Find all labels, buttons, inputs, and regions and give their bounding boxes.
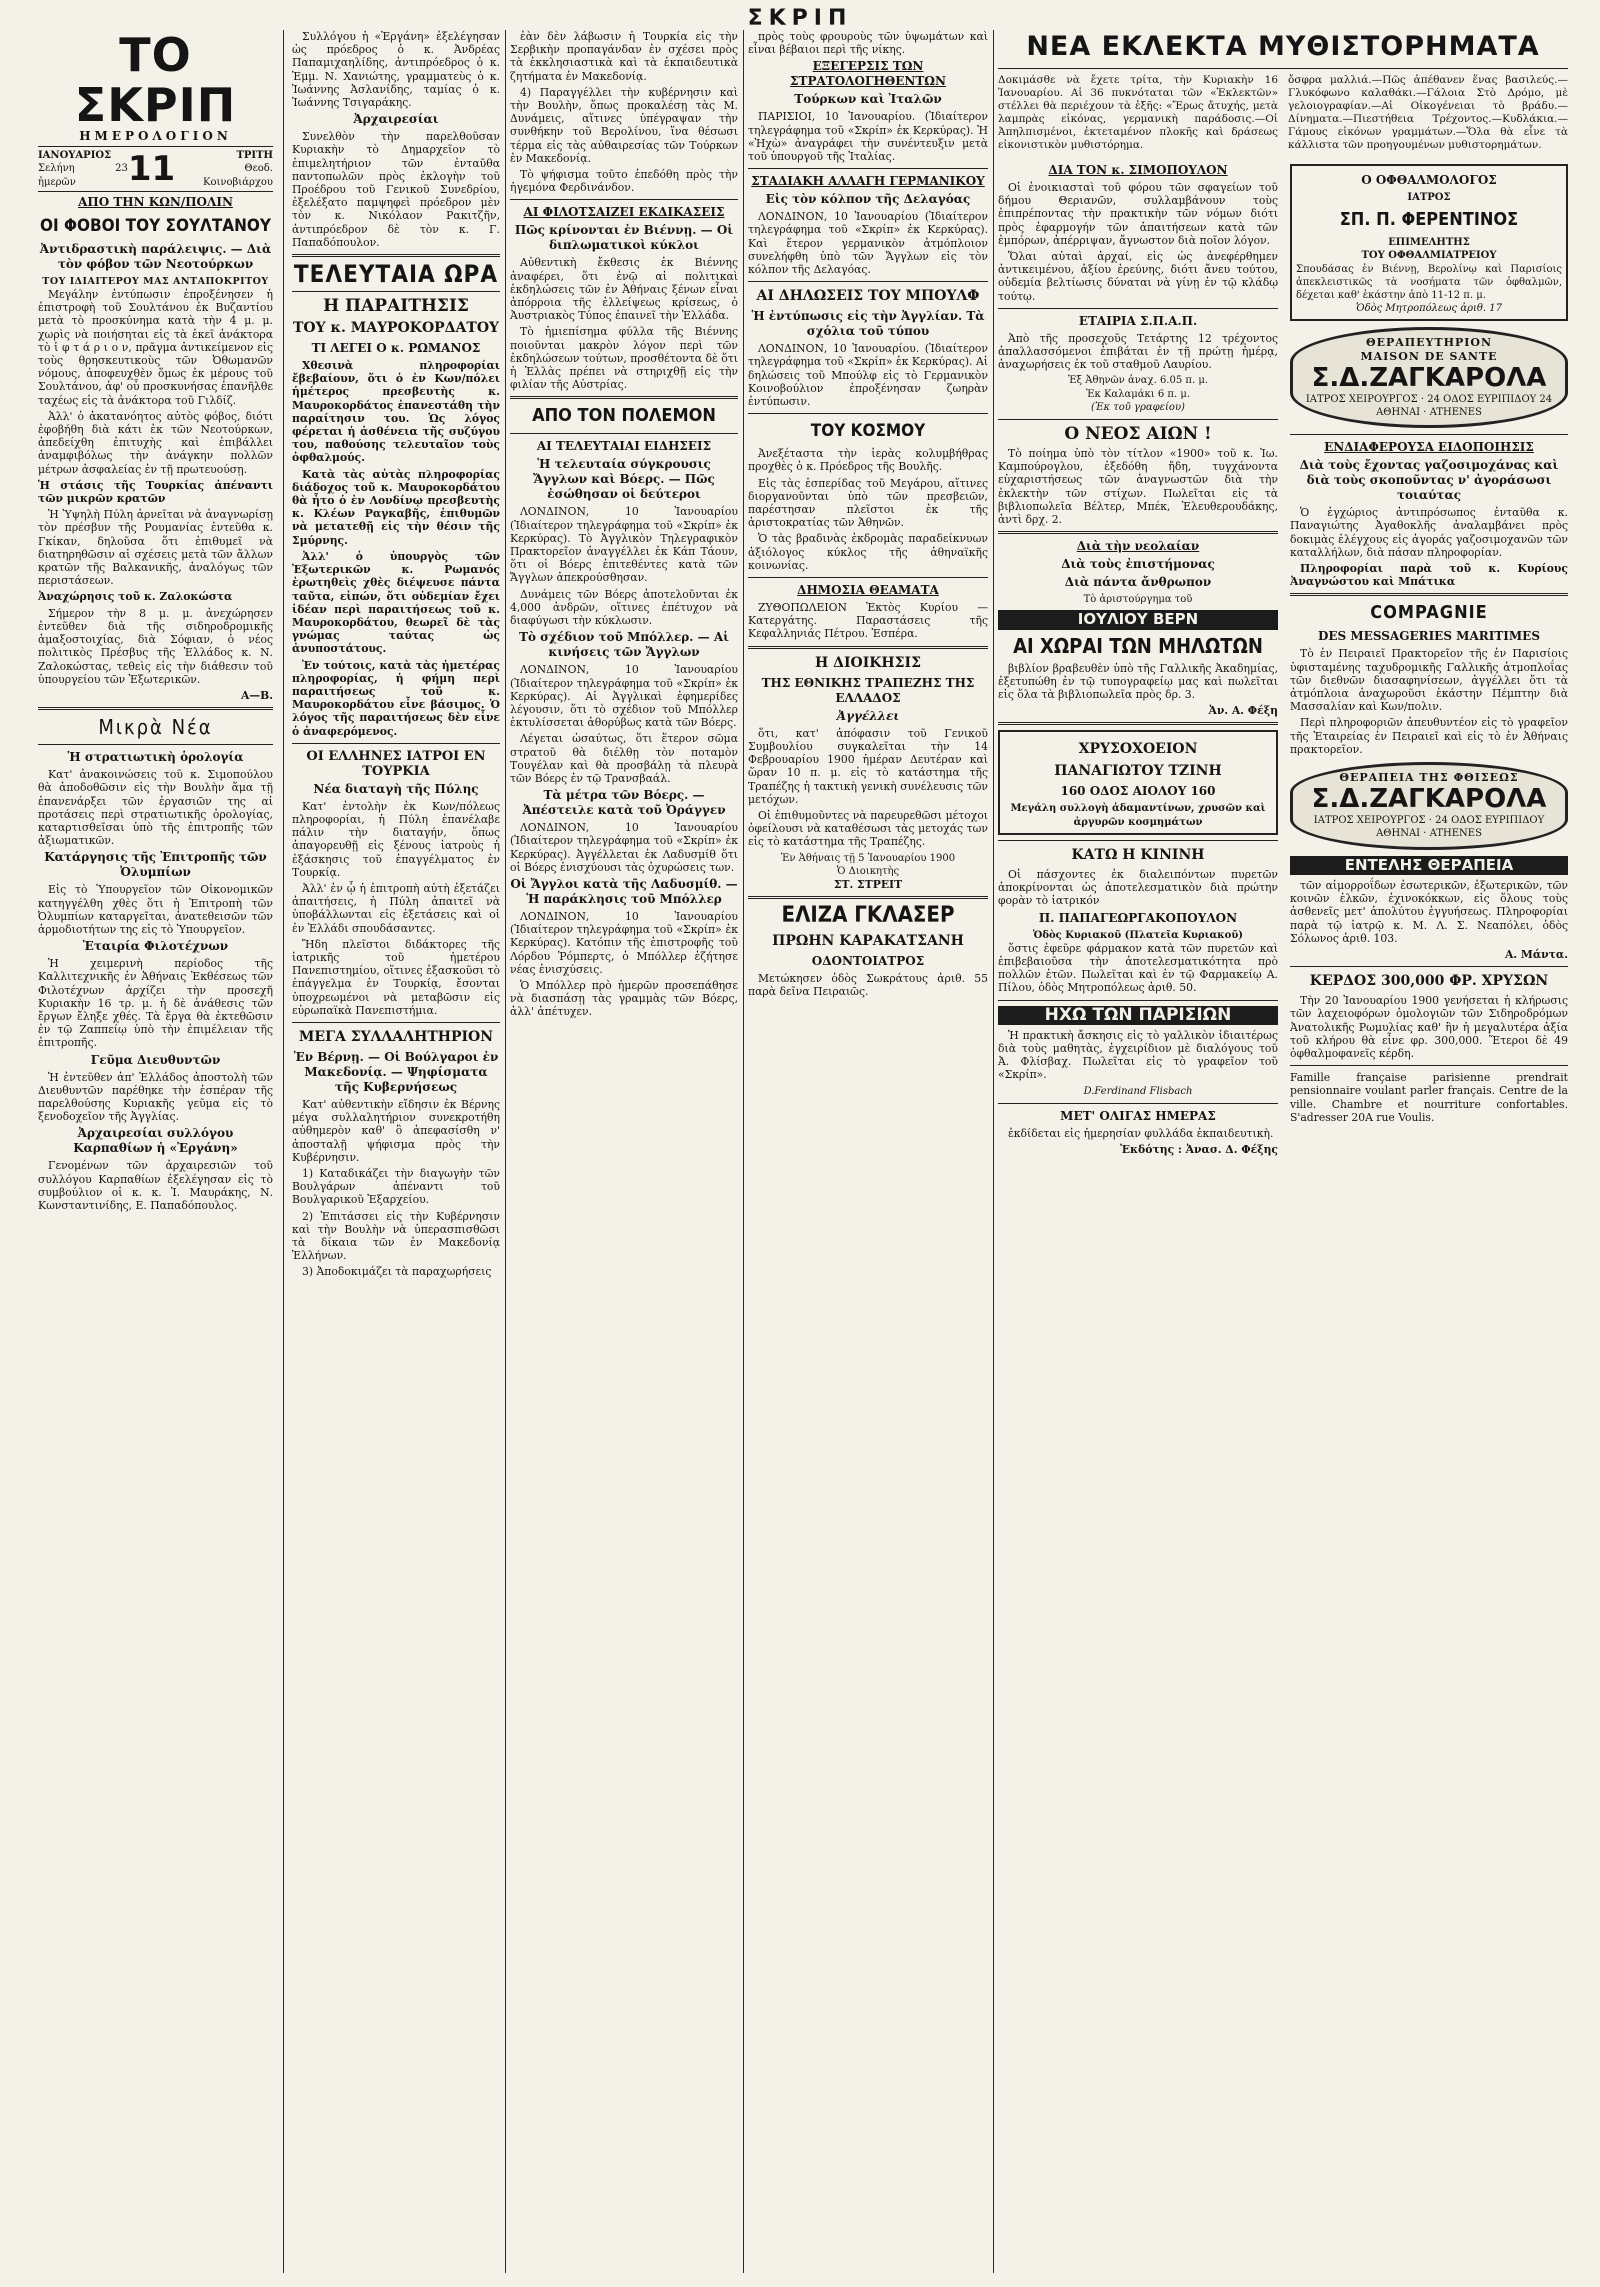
paragraph: Κατ' ἀνακοινώσεις τοῦ κ. Σιμοπούλου θὰ ἀποδοθῶσιν εἰς τὴν Βουλὴν ἅμα τῇ ἐπανενάρξει τῶν ἐργασιῶν της αἱ προτάσεις περὶ στρατιωτικῆς ὁρολογίας, καταρτισθεῖσαι ὑπὸ τῆς ἐπιτροπῆς τῶν ἀξιωματικῶν. bbox=[38, 768, 273, 848]
article-headline: ΔΗΜΟΣΙΑ ΘΕΑΜΑΤΑ bbox=[797, 583, 939, 598]
bank-subtitle: Ἀγγέλλει bbox=[836, 708, 900, 723]
signature: (Ἐκ τοῦ γραφείου) bbox=[1091, 401, 1185, 413]
ads-subcolumn-right bbox=[1290, 160, 1568, 2273]
ad-subtitle: ΠΡΩΗΝ ΚΑΡΑΚΑΤΣΑΝΗ bbox=[772, 933, 964, 950]
signature: Ἀν. Α. Φέξη bbox=[1208, 704, 1278, 718]
paragraph: Ἐν τούτοις, κατὰ τὰς ἡμετέρας πληροφορίας, ἡ φήμη περὶ παραιτήσεως τοῦ κ. Μαυροκορδάτου εἶνε βάσιμος. Ὁ λόγος τῆς παραιτήσεως δὲν εἶνε ὁ ἀναφερόμενος. bbox=[292, 658, 500, 738]
ad-title: ΚΕΡΔΟΣ 300,000 ΦΡ. ΧΡΥΣΩΝ bbox=[1309, 973, 1549, 990]
paragraph: Ἀλλ' ὁ ὑπουργὸς τῶν Ἐξωτερικῶν κ. Ρωμανός ἐρωτηθεὶς χθὲς διέψευσε πάντα ταῦτα, εἰπών, ὅτι οὐδεμίαν ἔχει ἰδέαν περὶ παραιτήσεως τοῦ κ. Μαυροκορδάτου, θεωρεῖ δὲ τὰς γνώμας ταύτας ὡς ἀνυποστάτους. bbox=[292, 549, 500, 656]
article-headline: ΣΤΑΔΙΑΚΗ ΑΛΛΑΓΗ ΓΕΡΜΑΝΙΚΟΥ bbox=[751, 174, 985, 189]
ad-title: ΧΡΥΣΟΧΟΕΙΟΝ bbox=[1078, 741, 1198, 758]
column-3 bbox=[510, 30, 738, 2273]
paragraph: Ὁ τὰς βραδινὰς ἐκδρομὰς παραδείκνυων ἀξιόλογος κύκλος τῆς ἀθηναϊκῆς κοινωνίας. bbox=[748, 532, 988, 572]
paragraph: Τὸ ποίημα ὑπὸ τὸν τίτλον «1900» τοῦ κ. Ἰω. Καμπούρογλου, ἐξεδόθη ἤδη, τυγχάνοντα εὐχαριστήσεως τῶν ἀναγνωστῶν διὰ τὴν ἐκλεκτὴν τῶν στίχων. Πωλεῖται εἰς τὰ βιβλιοπωλεῖα Βέλτερ, Μπέκ, Ἐλευθερουδάκης, ἀντὶ δρχ. 2. bbox=[998, 447, 1278, 527]
paragraph: ΛΟΝΔΙΝΟΝ, 10 Ἰανουαρίου (Ἰδιαίτερον τηλεγράφημα τοῦ «Σκρίπ» ἐκ Κερκύρας). Καὶ ἕτερον γερμανικὸν ἀτμόπλοιον συνελήφθη ὑπὸ τῶν Ἄγγλων εἰς τὸν κόλπον τῆς Δελαγόας. bbox=[748, 210, 988, 277]
paragraph: Οἱ ἐπιθυμοῦντες νὰ παρευρεθῶσι μέτοχοι ὀφείλουσι νὰ καταθέσωσι τὰς μετοχάς των εἰς τὸ κατάστημα τῆς Τραπέζης. bbox=[748, 808, 988, 849]
article-headline: ΑΙ ΔΗΛΩΣΕΙΣ ΤΟΥ ΜΠΟΥΛΦ bbox=[756, 288, 980, 305]
last-hour-heading: ΤΕΛΕΥΤΑΙΑ ΩΡΑ bbox=[293, 260, 499, 289]
ad-subtitle: Διὰ τοὺς ἔχοντας γαζοσιμοχάνας καὶ διὰ τοὺς σκοποῦντας ν' ἀγοράσωσι τοιαύτας bbox=[1299, 458, 1559, 503]
emblem-top: ΘΕΡΑΠΕΥΤΗΡΙΟΝ bbox=[1365, 336, 1493, 350]
paragraph: Ἡ Ὑψηλὴ Πύλη ἀρνεῖται νὰ ἀναγνωρίσῃ τὸν πρέσβυν τῆς Ρουμανίας ἐντεῦθα κ. Γκίκαν, δηλοῦσα ὅτι ἐπιθυμεῖ νὰ διατηρηθῶσιν αἱ σχέσεις μετὰ τῶν ἄλλων κρατῶν τῆς Βαλκανικῆς, ἀναλόγως τῶν περιστάσεων. bbox=[38, 508, 273, 588]
paragraph: ὄσφρα μαλλιά.—Πῶς ἀπέθανεν ἕνας βασιλεύς.—Γλυκόφωνο καλαθάκι.—Γάλοια Στὸ Δρόμο, μὲ γελοιογραφίαν.—Αἱ Οἰκογένειαι τὸ βράδυ.—Δίνηματα.—Πιεστήθεια Τρέχοντος.—Κυδλάκια.—Γάμους εἰκόνων γραμμάτων.—Ὅλα θὰ εἶνε τὰ κάλλιστα τῶν προηγουμένων μυθιστορημάτων. bbox=[1288, 74, 1568, 151]
bank-sign-name: ΣΤ. ΣΤΡΕΙΤ bbox=[833, 877, 903, 891]
article-subhead: Οἱ Ἄγγλοι κατὰ τῆς Λαδυσμίθ. — Ἡ παράκλησις τοῦ Μπόλλερ bbox=[510, 876, 738, 906]
date-weekday: ΤΡΙΤΗ bbox=[236, 150, 273, 162]
paragraph: ΛΟΝΔΙΝΟΝ, 10 Ἰανουαρίου (Ἰδιαίτερον τηλεγράφημα τοῦ «Σκρίπ» ἐκ Κερκύρας). Αἱ Ἀγγλικαὶ ἐφημερίδες λέγουσιν, ὅτι τὸ σχέδιον τοῦ Μπόλλερ ἐκτυλίσσεται ἀθορύβως κατὰ τῶν Βόερς. bbox=[510, 663, 738, 730]
emblem-top: ΘΕΡΑΠΕΙΑ ΤΗΣ ΦΘΙΣΕΩΣ bbox=[1339, 771, 1519, 785]
article-headline: ΟΙ ΦΟΒΟΙ ΤΟΥ ΣΟΥΛΤΑΝΟΥ bbox=[40, 215, 271, 236]
newspaper-sublogo: ΗΜΕΡΟΛΟΓΙΟΝ bbox=[79, 129, 232, 143]
column-2 bbox=[292, 30, 500, 2273]
emblem-sub: ΙΑΤΡΟΣ ΧΕΙΡΟΥΡΓΟΣ · 24 ΟΔΟΣ ΕΥΡΙΠΙΔΟΥ bbox=[1313, 815, 1545, 827]
clinic-emblem bbox=[1290, 327, 1568, 428]
ad-subtitle: Διὰ τοὺς ἐπιστήμονας bbox=[1061, 557, 1215, 572]
paragraph: Δυνάμεις τῶν Βόερς ἀποτελοῦνται ἐκ 4,000 ἀνδρῶν, οἵτινες ἐπέτυχον νὰ διαφύγωσι τὴν κύκλωσιν. bbox=[510, 587, 738, 628]
ad-title: ΕΛΙΖΑ ΓΚΛΑΣΕΡ bbox=[781, 903, 955, 929]
ad-subtitle: ΕΠΙΜΕΛΗΤΗΣ bbox=[1388, 237, 1470, 249]
ads-headline: ΝΕΑ ΕΚΛΕΚΤΑ ΜΥΘΙΣΤΟΡΗΜΑΤΑ bbox=[998, 30, 1568, 69]
date-moon: Σελήνη 23 ἡμερῶν bbox=[38, 163, 128, 188]
bank-subtitle: ΤΗΣ ΕΘΝΙΚΗΣ ΤΡΑΠΕΖΗΣ ΤΗΣ ΕΛΛΑΔΟΣ bbox=[761, 675, 975, 705]
ad-address: 160 ΟΔΟΣ ΑΙΟΛΟΥ 160 bbox=[1060, 784, 1216, 799]
paragraph: ΛΟΝΔΙΝΟΝ, 10 Ἰανουαρίου (Ἰδιαίτερον τηλεγράφημα τοῦ «Σκρίπ» ἐκ Κερκύρας). Ἀγγέλλεται ἐκ Λαδυσμίθ ὅτι οἱ Βόερς ἐνισχύουσι τὰς ὀχυρώσεις των. bbox=[510, 821, 738, 874]
paragraph: Οἱ πάσχοντες ἐκ διαλειπόντων πυρετῶν ἀποκρίνονται ὡς ἀποτελεσματικὸν διὰ πρώτην φορὰν τὸ ἰατρικόν bbox=[998, 867, 1278, 908]
paragraph: Ἀλλ' ὁ ἀκατανόητος αὐτὸς φόβος, διότι ἐφοβήθη διὰ κάτι ἐκ τῶν Νεοτούρκων, ἀπεδείχθη ἐπιτυχὴς καὶ ἐπιβάλλει ἀναμφιβόλως τὴν ἀνάγκην πολλῶν μέτρων ἀσφαλείας ἐν τῇ πρωτευούσῃ. bbox=[38, 409, 273, 476]
article-subhead: Πῶς κρίνονται ἐν Βιέννῃ. — Οἱ διπλωματικοὶ κύκλοι bbox=[514, 223, 734, 253]
emblem-top: MAISON DE SANTE bbox=[1360, 349, 1498, 363]
section-heading: Ἀναχώρησις τοῦ κ. Ζαλοκώστα bbox=[38, 590, 233, 604]
emblem-sub: ΙΑΤΡΟΣ ΧΕΙΡΟΥΡΓΟΣ · 24 ΟΔΟΣ ΕΥΡΙΠΙΔΟΥ 24 bbox=[1305, 393, 1553, 405]
article-subhead: Ἡ τελευταία σύγκρουσις Ἄγγλων καὶ Βόερς. — Πῶς ἐσώθησαν οἱ δεύτεροι bbox=[533, 457, 715, 502]
paragraph: Κατ' ἐντολὴν ἐκ Κων/πόλεως πληροφορίαι, ἡ Πύλη ἐπανέλαβε πάλιν τὴν διαταγήν, ὅπως ἀπαγορευθῇ εἰς ξένους ἰατροὺς ἡ ἐξάσκησις τοῦ ἐπαγγέλματος ἐν Τουρκίᾳ. bbox=[292, 799, 500, 879]
paragraph: Δοκιμάσθε νὰ ἔχετε τρίτα, τὴν Κυριακὴν 16 Ἰανουαρίου. Αἱ 36 πυκνόταται τῶν «Ἐκλεκτῶν» στέλλει θὰ περιέχουν τὰ ἑξῆς: «Ἔρως ἄτυχής, μετὰ λαμπρὰς εἰκόνας, γερμανικὴ παράδοσις.—Οἱ Ἀπηλπισμένοι, ἐκτεταμένον πλοκῆς καὶ δράσεως εἰκονιστικὸν μυθιστόρημα. bbox=[998, 74, 1278, 151]
paragraph: Ἤδη πλεῖστοι διδάκτορες τῆς ἰατρικῆς τοῦ ἡμετέρου Πανεπιστημίου, οἵτινες ἐξασκοῦσι τὸ ἐπάγγελμα ἐν Τουρκίᾳ, ἔσονται ὑποχρεωμένοι νὰ μεταβῶσιν εἰς εὐρωπαϊκὰ Πανεπιστήμια. bbox=[292, 937, 500, 1017]
emblem-sub: ΑΘΗΝΑΙ · ATHENES bbox=[1376, 828, 1482, 840]
paragraph: τῶν αἱμορροΐδων ἐσωτερικῶν, ἐξωτερικῶν, τῶν κοινῶν ἑλκῶν, ἐχινοκόκκων, εἰς ὅλους τοὺς ἀσθενεῖς μετ' ἀπολύτου ἐγγυήσεως. Πληροφορίαι παρὰ τῷ ἰατρῷ κ. Μ. Λ. Σ. Νεαπόλει, ὁδὸς Σόλωνος ἀριθ. 103. bbox=[1290, 878, 1568, 945]
emblem-main: Σ.Δ.ΖΑΓΚΑΡΟΛΑ bbox=[1311, 784, 1547, 815]
ad-title: Ο ΝΕΟΣ ΑΙΩΝ ! bbox=[1064, 424, 1212, 445]
paragraph: 1) Καταδικάζει τὴν διαγωγὴν τῶν Βουλγάρων ἀπέναντι τοῦ Βουλγαρικοῦ Ἐξαρχείου. bbox=[292, 1167, 500, 1207]
article-subhead: ΤΟΥ κ. ΜΑΥΡΟΚΟΡΔΑΤΟΥ bbox=[292, 320, 500, 337]
article-headline: ΜΕΓΑ ΣΥΛΛΑΛΗΤΗΡΙΟΝ bbox=[298, 1028, 494, 1045]
paragraph: Χθεσινὰ πληροφορίαι ἔβεβαίουν, ὅτι ὁ ἐν Κων/πόλει ἡμέτερος πρεσβευτὴς κ. Μαυροκορδάτος ἐπανεστάθη τὴν παραίτησιν του. Ὡς λόγος φέρεται ἡ ἀσθένεια τῆς συζύγου του, παθούσης τελευταῖον τοὺς ὀφθαλμούς. bbox=[292, 359, 500, 465]
paragraph: 2) Ἐπιτάσσει εἰς τὴν Κυβέρνησιν καὶ τὴν Βουλὴν νὰ ὑπερασπισθῶσι τὰ δίκαια τῶν ἐν Μακεδονίᾳ Ἑλλήνων. bbox=[292, 1209, 500, 1263]
ad-doctor-name: ΣΠ. Π. ΦΕΡΕΝΤΙΝΟΣ bbox=[1339, 209, 1519, 231]
article-subhead: Εἰς τὸν κόλπον τῆς Δελαγόας bbox=[765, 192, 971, 207]
paragraph: Ἀπὸ τῆς προσεχοῦς Τετάρτης 12 τρέχοντος ἀπαλλασσόμενοι ἐπιβάται ἐν τῇ πρώτῃ ἡμέρᾳ, ἀναχωρήσεις ἐκ τοῦ σταθμοῦ Λαυρίου. bbox=[998, 331, 1278, 372]
paragraph: Ἡ χειμερινὴ περίοδος τῆς Καλλιτεχνικῆς ἐν Ἀθήναις Ἐκθέσεως τῶν Φιλοτέχνων ἀρχίζει τὴν προσεχῆ Κυριακὴν 16 τρ. μ. ἡ δὲ ἀνάθεσις τῶν ἔργων ἔληξε χθές. Τὰ ἔργα θὰ ἐκτεθῶσιν ἐν τῷ Ζαππείῳ ὑπὸ τὴν ἐπιμέλειαν τῆς ἐπιτροπῆς. bbox=[38, 957, 273, 1050]
news-title: Γεῦμα Διευθυντῶν bbox=[90, 1052, 221, 1067]
paragraph: Σήμερον τὴν 8 μ. μ. ἀνεχώρησεν ἐντεῦθεν διὰ τῆς σιδηροδρομικῆς ἀμαξοστοιχίας, διὰ Σόφιαν, ὁ νέος πολιτικὸς Πρέσβυς τῆς Ἑλλάδος κ. Ν. Ζαλοκώστας, τεθεὶς εἰς τὴν διάθεσιν τοῦ ὑπουργείου τῶν Ἐξωτερικῶν. bbox=[38, 606, 273, 686]
column-1 bbox=[38, 30, 273, 2273]
paragraph: ΛΟΝΔΙΝΟΝ, 10 Ἰανουαρίου (Ἰδιαίτερον τηλεγράφημα τοῦ «Σκρίπ» ἐκ Κερκύρας). Κατόπιν τῆς ἐπιστροφῆς τοῦ Λόρδου Ῥόμπερτς, ὁ Μπόλλερ ἐζήτησε νέας ἐνισχύσεις. bbox=[510, 909, 738, 976]
paragraph: Ἡ πρακτικὴ ἄσκησις εἰς τὸ γαλλικὸν ἰδιαιτέρως διὰ τοὺς μαθητὰς, ἐγχειρίδιον μὲ διαλόγους τοῦ Ἀ. Φλίσβαχ. Πωλεῖται εἰς τὸ γραφεῖον τοῦ «Σκρίπ». bbox=[998, 1028, 1278, 1082]
ad-title: Διὰ τὴν νεολαίαν bbox=[1076, 539, 1200, 554]
news-title: Ἀρχαιρεσίαι συλλόγου Καρπαθίων ἡ «Ἐργάνη» bbox=[73, 1126, 238, 1156]
paragraph: Ἀνεξέταστα τὴν ἱερὰς κολυμβήθρας προχθὲς ὁ κ. Πρόεδρος τῆς Βουλῆς. bbox=[748, 447, 988, 474]
ad-title: ΕΝΔΙΑΦΕΡΟΥΣΑ ΕΙΔΟΠΟΙΗΣΙΣ bbox=[1324, 440, 1534, 455]
column-rule bbox=[743, 30, 744, 2273]
article-headline: Η ΠΑΡΑΙΤΗΣΙΣ bbox=[323, 296, 469, 317]
article-subhead: Τούρκων καὶ Ἰταλῶν bbox=[794, 92, 942, 107]
paragraph: Γενομένων τῶν ἀρχαιρεσιῶν τοῦ συλλόγου Καρπαθίων ἐξελέγησαν εἰς τὸ συμβούλιον οἱ κ. κ. Ἰ. Μαυράκης, Ν. Κωνσταντινίδης, Ε. Παπαδόπουλος. bbox=[38, 1159, 273, 1212]
paragraph: Ὅλαι αὐταὶ ἀρχαί, εἰς ὡς ἀνεφέρθημεν ἀντικειμένου, ἀξίου ἐρεύνης, διότι ἄνευ τούτου, οὐδεμία βελτίωσις δύναται νὰ γίνῃ ἐν τῷ κλάδῳ τούτῳ. bbox=[998, 250, 1278, 303]
paragraph: Οἱ ἐνοικιασταὶ τοῦ φόρου τῶν σφαγείων τοῦ δήμου Θεριανῶν, συλλαμβάνουν τοὺς ἐπιπρέποντας τὴν πρακτικὴν τῶν νόμων διότι πρὸς ἐφαρμογήν τῶν ἀπαιτήσεων κατὰ τῶν ἐμπόρων, ἀπέρριψαν, ἄγνωστον διὰ ποῖον λόγον. bbox=[998, 181, 1278, 247]
paragraph: Αὐθεντικὴ ἔκθεσις ἐκ Βιέννης ἀναφέρει, ὅτι ἐνῷ αἱ πολιτικαὶ ἐκδηλώσεις τῶν ἐν Ἀθήναις ξένων εἶναι ἀπόρροια τῆς ἐλλείψεως κρίσεως, ὁ Ἀυστριακὸς Τύπος ἐπαινεῖ τὴν Ἑλλάδα. bbox=[510, 256, 738, 323]
article-kicker: ΑΠΟ ΤΗΝ ΚΩΝ/ΠΟΛΙΝ bbox=[78, 194, 233, 209]
masthead-title: ΣΚΡΙΠ bbox=[747, 6, 853, 31]
bank-sign-role: Ὁ Διοικητὴς bbox=[836, 865, 900, 877]
article-headline: ΕΞΕΓΕΡΣΙΣ ΤΩΝ ΣΤΡΑΤΟΛΟΓΗΘΕΝΤΩΝ bbox=[790, 59, 946, 89]
news-title: Ἀρχαιρεσίαι bbox=[353, 112, 439, 127]
paragraph: Εἰς τὰς ἑσπερίδας τοῦ Μεγάρου, αἵτινες διοργανοῦνται ὑπὸ τῶν πρεσβειῶν, παρέστησαν πλεῖστοι ἐκ τῆς ἀριστοκρατίας τῶν Ἀθηνῶν. bbox=[748, 476, 988, 530]
paragraph: Συλλόγου ἡ «Ἐργάνη» ἐξελέγησαν ὡς πρόεδρος ὁ κ. Ἀνδρέας Παπαμιχαηλίδης, ἀντιπρόεδρος ὁ κ. Ἐμμ. Ν. Χανιώτης, γραμματεὺς ὁ κ. Ἰωάννης Ἀσλανίδης, ταμίας ὁ κ. Ἰωάννης Τσιγαράκης. bbox=[292, 30, 500, 110]
paragraph: Τὸ ἡμιεπίσημα φύλλα τῆς Βιέννης ποιοῦνται μακρὸν λόγον περὶ τῶν ἐκδηλώσεων τούτων, προσθέτοντα δὲ ὅτι ἡ Ἑλλὰς πρέπει νὰ στηριχθῇ εἰς τὴν φιλίαν τῆς Αὐστρίας. bbox=[510, 325, 738, 392]
paragraph: ἐὰν δὲν λάβωσιν ἡ Τουρκία εἰς τὴν Σερβικὴν προπαγάνδαν ἐν σχέσει πρὸς τὰ ἐκκλησιαστικὰ καὶ τὰ ἐκπαιδευτικὰ ζητήματα ἐν Μακεδονίᾳ. bbox=[510, 30, 738, 83]
news-title: Κατάργησις τῆς Ἐπιτροπῆς τῶν Ὀλυμπίων bbox=[44, 850, 267, 880]
paragraph: Ὁ ἐγχώριος ἀντιπρόσωπος ἐνταῦθα κ. Παναγιώτης Ἀγαθοκλῆς ἀναλαμβάνει πρὸς δοκιμὰς ἐλέγχους εἰς ἀγοράς γαζοσιμοχανῶν τῶν καταλλήλων, διὰ πάσαν πληροφορίαν. bbox=[1290, 506, 1568, 559]
article-subhead: Τὸ σχέδιον τοῦ Μπόλλερ. — Αἱ κινήσεις τῶν Ἄγγλων bbox=[519, 630, 729, 660]
bank-title: Η ΔΙΟΙΚΗΣΙΣ bbox=[815, 654, 921, 671]
section-heading: Ἡ στάσις τῆς Τουρκίας ἀπέναντι τῶν μικρῶν κρατῶν bbox=[38, 478, 273, 506]
paragraph: Περὶ πληροφοριῶν ἀπευθυντέον εἰς τὸ γραφεῖον τῆς Ἑταιρείας ἐν Πειραιεῖ καὶ εἰς τὸ ἐν Ἀθήναις πρακτορεῖον. bbox=[1290, 716, 1568, 756]
ad-subtitle: ΤΟΥ ΟΦΘΑΛΜΙΑΤΡΕΙΟΥ bbox=[1361, 250, 1497, 262]
article-byline: ΤΟΥ ΙΔΙΑΙΤΕΡΟΥ ΜΑΣ ΑΝΤΑΠΟΚΡΙΤΟΥ bbox=[42, 275, 269, 287]
ad-title: ΜΕΤ' ΟΛΙΓΑΣ ΗΜΕΡΑΣ bbox=[1060, 1108, 1216, 1123]
paragraph: Κατ' αὐθεντικὴν εἴδησιν ἐκ Βέρνης μέγα συλλαλητήριον συνεκροτήθη αὐθημερὸν καθ' ὃ ἀπεφασίσθη ν' ἀποσταλῇ ψήφισμα πρὸς τὴν Κυβέρνησιν. bbox=[292, 1097, 500, 1164]
ad-subtitle: ΠΑΝΑΓΙΩΤΟΥ ΤΖΙΝΗ bbox=[1054, 763, 1222, 780]
advertisements-column bbox=[998, 30, 1568, 2273]
article-subhead: ΤΙ ΛΕΓΕΙ Ο κ. ΡΩΜΑΝΟΣ bbox=[311, 341, 481, 356]
paragraph: ΛΟΝΔΙΝΟΝ, 10 Ἰανουαρίου. (Ἰδιαίτερον τηλεγράφημα τοῦ «Σκρίπ» ἐκ Κερκύρας). Αἱ δηλώσεις τοῦ Μπούλφ εἰς τὸ Γερμανικὸν Κοινοβούλιον ἐπροξένησαν ζωηρὰν ἐντύπωσιν. bbox=[748, 342, 988, 409]
ad-title: ΔΙΑ ΤΟΝ κ. ΣΙΜΟΠΟΥΛΟΝ bbox=[1048, 163, 1228, 177]
ad-banner: ΕΝΤΕΛΗΣ ΘΕΡΑΠΕΙΑ bbox=[1290, 856, 1568, 875]
emblem-sub: ΑΘΗΝΑΙ · ATHENES bbox=[1376, 407, 1482, 419]
paragraph: πρὸς τοὺς φρουροὺς τῶν ὑψωμάτων καὶ εἶναι βέβαιοι περὶ τῆς νίκης. bbox=[748, 30, 988, 57]
timetable-row: Ἐκ Καλαμάκι 6 π. μ. bbox=[1085, 388, 1191, 400]
gold-ad bbox=[998, 730, 1278, 834]
news-title: Ἡ στρατιωτικὴ ὁρολογία bbox=[67, 750, 244, 765]
ad-subtitle: ΙΑΤΡΟΣ bbox=[1407, 192, 1451, 203]
dateline bbox=[38, 146, 273, 192]
ad-subtitle: ΟΔΟΝΤΟΙΑΤΡΟΣ bbox=[811, 954, 925, 969]
signature: D.Ferdinand Flisbach bbox=[1083, 1085, 1193, 1097]
paragraph: Συνελθὸν τὴν παρελθοῦσαν Κυριακὴν τὸ Δημαρχεῖον τὸ ἐπιμελητήριον τῶν ἐνταῦθα παντοπωλῶν πρὸς ἐκλογὴν τοῦ Προέδρου τοῦ Γενικοῦ Συνεδρίου, ἐξελέξατο παμψηφεὶ πρόεδρον μὲν τὸν κ. Νικόλαον Ρακιτζῆν, ἀντιπρόεδρον δὲ τὸν κ. Γ. Παπαδόπουλον. bbox=[292, 130, 500, 249]
paragraph: Famille française parisienne prendrait pensionnaire voulant parler français. Centre de la ville. Chambre et nourriture confortables. S'adresser 20A rue Voulis. bbox=[1290, 1071, 1568, 1124]
paragraph: Λέγεται ὡσαύτως, ὅτι ἕτερον σῶμα στρατοῦ θὰ διέλθῃ τὸν ποταμὸν Τουγέλαν καὶ θὰ προσβάλῃ τὰ πλευρὰ τῶν Βόερς ἐν τῷ Τρανσβαάλ. bbox=[510, 732, 738, 785]
paragraph: ἐκδίδεται εἰς ἠμερησίαν φυλλάδα ἐκπαιδευτικὴ. bbox=[1008, 1126, 1274, 1140]
ad-title: Ο ΟΦΘΑΛΜΟΛΟΓΟΣ bbox=[1361, 173, 1497, 187]
newspaper-logo: ΤΟ ΣΚΡΙΠ bbox=[74, 30, 237, 132]
paragraph: Τὴν 20 Ἰανουαρίου 1900 γενήσεται ἡ κλήρωσις τῶν λαχειοφόρων ὁμολογιῶν τῶν Σιδηροδρόμων Ἀνατολικῆς Ρωμυλίας καθ' ἣν ἡ μεγαλυτέρα ἀξία τοῦ κλήρου θὰ εἶνε φρ. 300,000. Ἕτεροι δὲ 49 ὀφθαλμοφανεῖς κέρδη. bbox=[1290, 994, 1568, 1060]
emblem-main: Σ.Δ.ΖΑΓΚΑΡΟΛΑ bbox=[1311, 362, 1547, 393]
timetable-row: Ἐξ Ἀθηνῶν ἀναχ. 6.05 π. μ. bbox=[1068, 375, 1208, 387]
ad-address: Ὁδὸς Κυριακοῦ (Πλατεῖα Κυριακοῦ) bbox=[1032, 929, 1243, 941]
column-rule bbox=[283, 30, 284, 2273]
signature: Α—Β. bbox=[240, 688, 273, 702]
paragraph: βιβλίον βραβευθὲν ὑπὸ τῆς Γαλλικῆς Ἀκαδημίας, ἐξετυπώθη ἐν τῷ τυπογραφείῳ μας καὶ πωλεῖται εἰς ὅλα τὰ βιβλιοπωλεῖα πρὸς δρ. 3. bbox=[998, 661, 1278, 702]
paragraph: Ἡ ἐντεῦθεν ἀπ' Ἑλλάδος ἀποστολὴ τῶν Διευθυντῶν παρέθηκε τὴν ἑσπέραν τῆς παρελθούσης Κυριακῆς γεῦμα εἰς τὸ ξενοδοχεῖον τῆς Ἀγγλίας. bbox=[38, 1070, 273, 1124]
paragraph: Μετώκησεν ὁδὸς Σωκράτους ἀριθ. 55 παρὰ δεῖνα Πειραιῶς. bbox=[748, 972, 988, 999]
column-4 bbox=[748, 30, 988, 2273]
ophthalmologist-ad bbox=[1290, 164, 1568, 321]
ad-banner: ΗΧΩ ΤΩΝ ΠΑΡΙΣΙΩΝ bbox=[998, 1006, 1278, 1025]
paragraph: ὅστις ἐφεῦρε φάρμακον κατὰ τῶν πυρετῶν καὶ ἐπιβεβαιοῦσα τὴν ἀποτελεσματικότητα πρὸ πολλῶν ἐτῶν. Πωλεῖται καὶ ἐν τῷ Φαρμακείῳ Α. Πίλου, ὁδὸς Μητροπόλεως ἀριθ. 50. bbox=[998, 941, 1278, 995]
article-headline: ΑΙ ΦΙΛΟΤΣΑΙΖΕΙ ΕΚΔΙΚΑΣΕΙΣ bbox=[523, 205, 725, 220]
paragraph: 4) Παραγγέλλει τὴν κυβέρνησιν καὶ τὴν Βουλὴν, ὅπως προκαλέσῃ τὰς Μ. Δυνάμεις, αἵτινες ὑπέγραψαν τὴν συνθήκην τοῦ Βερολίνου, ἵνα θέσωσι τέρμα εἰς τὰς αὐθαιρεσίας τῶν Τούρκων ἐν Μακεδονίᾳ. bbox=[510, 85, 738, 165]
ad-subtitle: Διὰ πάντα ἄνθρωπον bbox=[1064, 575, 1212, 590]
paragraph: Σπουδάσας ἐν Βιέννῃ, Βερολίνῳ καὶ Παρισίοις ἀπεκλειστικῶς τὰ νοσήματα τῶν ὀφθαλμῶν, δέχεται καθ' ἑκάστην ἀπὸ 11-12 π. μ. bbox=[1296, 263, 1562, 302]
ad-title: ΕΤΑΙΡΙΑ Σ.Π.Α.Π. bbox=[1078, 313, 1198, 328]
paragraph: Τὸ ἐν Πειραιεῖ Πρακτορεῖον τῆς ἐν Παρισίοις ὑφισταμένης ταχυδρομικῆς Γαλλικῆς ἀτμοπλοΐας τῶν διεθνῶν διασαφηνίσεων, ἀγγέλλει ὅτι τὰ ἀτμόπλοια ἀναχωροῦσι ἑκάστην Πέμπτην διὰ Μασσαλίαν καὶ Κων/πολιν. bbox=[1290, 647, 1568, 714]
paragraph: Μεγάλη συλλογὴ ἀδαμαντίνων, χρυσῶν καὶ ἀργυρῶν κοσμημάτων bbox=[1010, 803, 1266, 828]
article-subhead: Τὰ μέτρα τῶν Βόερς. — Ἀπέστειλε κατὰ τοῦ Ὀράγγεν bbox=[522, 788, 726, 818]
paragraph: Εἰς τὸ Ὑπουργεῖον τῶν Οἰκονομικῶν κατηγγέλθη χθὲς ὅτι ἡ Ἐπιτροπὴ τῶν Ὀλυμπίων καταργεῖται, ἀνατεθεισῶν τῶν ἁρμοδιοτήτων της εἰς τὸ Ὑπουργεῖον. bbox=[38, 883, 273, 936]
clinic-emblem bbox=[1290, 762, 1568, 850]
paragraph: Ὁ Μπόλλερ πρὸ ἡμερῶν προσεπάθησε νὰ διασπάσῃ τὰς γραμμὰς τῶν Βόερς, ἀλλ' ἀπέτυχεν. bbox=[510, 978, 738, 1019]
ad-banner: ΙΟΥΛΙΟΥ ΒΕΡΝ bbox=[998, 610, 1278, 629]
ad-subtitle: Π. ΠΑΠΑΓΕΩΡΓΑΚΟΠΟΥΛΟΝ bbox=[1038, 910, 1238, 925]
bank-sign-place: Ἐν Ἀθήναις τῇ 5 Ἰανουαρίου 1900 bbox=[780, 852, 956, 864]
paragraph: ΛΟΝΔΙΝΟΝ, 10 Ἰανουαρίου (Ἰδιαίτερον τηλεγράφημα τοῦ «Σκρίπ» ἐκ Κερκύρας). Τὸ Ἀγγλικὸν Τηλεγραφικὸν Πρακτορεῖον ἀναγγέλλει ἐκ Κάπ Τάουν, ὅτι οἱ Βόερς ἐπιτεθέντες κατὰ τῶν Ἄγγλων ἀπεκρούσθησαν. bbox=[510, 505, 738, 585]
news-title: Ἑταιρία Φιλοτέχνων bbox=[82, 939, 229, 954]
ad-title: ΚΑΤΩ Η ΚΙΝΙΝΗ bbox=[1071, 846, 1205, 863]
column-rule bbox=[505, 30, 506, 2273]
ad-address: Ὁδὸς Μητροπόλεως ἀριθ. 17 bbox=[1356, 303, 1502, 315]
paragraph: Κατὰ τὰς αὐτὰς πληροφορίας διάδοχος τοῦ κ. Μαυροκορδάτου θὰ ἦτο ὁ ἐν Λονδίνῳ πρεσβευτὴς κ. Κλέων Ραγκαβῆς, ἐπιθυμῶν νὰ μετατεθῇ εἰς τὴν θέσιν τῆς Σμύρνης. bbox=[292, 467, 500, 547]
paragraph: Τὸ ψήφισμα τοῦτο ἐπεδόθη πρὸς τὴν ἡγεμόνα Φερδινάνδον. bbox=[510, 168, 738, 195]
ads-subcolumn-left bbox=[998, 160, 1278, 2273]
paragraph: Μεγάλην ἐντύπωσιν ἐπροξένησεν ἡ ἐπιστροφὴ τοῦ Σουλτάνου ἐκ Βυζαντίου μετὰ τὸ προσκύνημα κατὰ τὴν 4 μ. μ. χωρὶς νὰ ποιήσηται εἰς τὰ ἐκεῖ ἀνάκτορα τὸ ἱ φ τ ά ρ ι ο ν, πρᾶγμα ἀντικείμενον εἰς τοὺς θρησκευτικοὺς τῶν Ὀθωμανῶν νόμους, ἀποφευχθὲν ὅμως ἐκ μέρους τοῦ Σουλτάνου, ἀφ' οὗ προσκυνήσας ἐπανῆλθε ταχέως εἰς τὰ ἀνάκτορα τοῦ Γιλδίζ. bbox=[38, 288, 273, 407]
article-subhead: Ἐν Βέρνῃ. — Οἱ Βούλγαροι ἐν Μακεδονίᾳ. — Ψηφίσματα τῆς Κυβερνήσεως bbox=[293, 1049, 499, 1094]
article-headline: ΟΙ ΕΛΛΗΝΕΣ ΙΑΤΡΟΙ ΕΝ ΤΟΥΡΚΙΑ bbox=[306, 748, 486, 779]
mikra-nea-title: Μικρὰ Νέα bbox=[98, 715, 213, 740]
paragraph: ὅτι, κατ' ἀπόφασιν τοῦ Γενικοῦ Συμβουλίου συγκαλεῖται τὴν 14 Φεβρουαρίου 1900 ἡμέραν Δευτέραν καὶ ὥραν 10 π. μ. εἰς τὸ κατάστημα τῆς Τραπέζης ἡ τακτικὴ γενικὴ συνέλευσις τῶν μετόχων. bbox=[748, 726, 988, 806]
date-saint: Θεοδ. Κοινοβιάρχου bbox=[202, 163, 273, 188]
ads-intro bbox=[998, 74, 1568, 158]
signature: Α. Μάντα. bbox=[1505, 947, 1568, 961]
paragraph: ΠΑΡΙΣΙΟΙ, 10 Ἰανουαρίου. (Ἰδιαίτερον τηλεγράφημα τοῦ «Σκρίπ» ἐκ Κερκύρας). Ἡ «Ἠχὼ» ἀναγράφει τὴν συνέντευξιν μετὰ τοῦ ὑπουργοῦ τῆς Ἰταλίας. bbox=[748, 110, 988, 164]
column-rule bbox=[993, 30, 994, 2273]
date-day-number: 11 bbox=[127, 149, 176, 189]
article-headline: ΤΟΥ ΚΟΣΜΟΥ bbox=[810, 421, 926, 442]
paragraph: Πληροφορίαι παρὰ τοῦ κ. Κυρίους Ἀναγνώστου καὶ Μπάτικα bbox=[1290, 562, 1568, 589]
article-headline: ΑΠΟ ΤΟΝ ΠΟΛΕΜΟΝ bbox=[532, 405, 716, 427]
article-subhead: Ἡ ἐντύπωσις εἰς τὴν Ἀγγλίαν. Τὰ σχόλια τοῦ τύπου bbox=[751, 309, 985, 339]
ad-title: ΑΙ ΧΩΡΑΙ ΤΩΝ ΜΗΛΩΤΩΝ bbox=[1013, 633, 1263, 658]
date-month: ΙΑΝΟΥΑΡΙΟΣ bbox=[38, 150, 112, 162]
ad-title: COMPAGNIE bbox=[1370, 602, 1488, 624]
ad-subtitle: Τὸ ἀριστούργημα τοῦ bbox=[1083, 594, 1193, 606]
ad-subtitle: DES MESSAGERIES MARITIMES bbox=[1318, 629, 1540, 644]
paragraph: 3) Ἀποδοκιμάζει τὰ παραχωρήσεις bbox=[302, 1265, 492, 1279]
paragraph: ΖΥΘΟΠΩΛΕΙΟΝ Ἐκτὸς Κυρίου — Κατεργάτης. Παραστάσεις τῆς Κεφαλληνιάς Πέτρου. Ἐσπέρα. bbox=[748, 601, 988, 641]
article-subhead: ΑΙ ΤΕΛΕΥΤΑΙΑΙ ΕΙΔΗΣΕΙΣ bbox=[536, 439, 712, 454]
signature: Ἐκδότης : Ἀνασ. Δ. Φέξης bbox=[1120, 1142, 1278, 1156]
paragraph: Ἀλλ' ἐν ᾧ ἡ ἐπιτροπὴ αὐτὴ ἐξετάζει ἀπαιτήσεις, ἡ Πύλη ἀπαιτεῖ νὰ ὑποβάλλωνται εἰς ἐξετάσεις καὶ οἱ ἐν Ἑλλάδι σπουδάσαντες. bbox=[292, 881, 500, 935]
article-subhead: Νέα διαταγὴ τῆς Πύλης bbox=[313, 781, 479, 796]
article-subhead: Ἀντιδραστικὴ παράλειψις. — Διὰ τὸν φόβον τῶν Νεοτούρκων bbox=[39, 241, 272, 271]
